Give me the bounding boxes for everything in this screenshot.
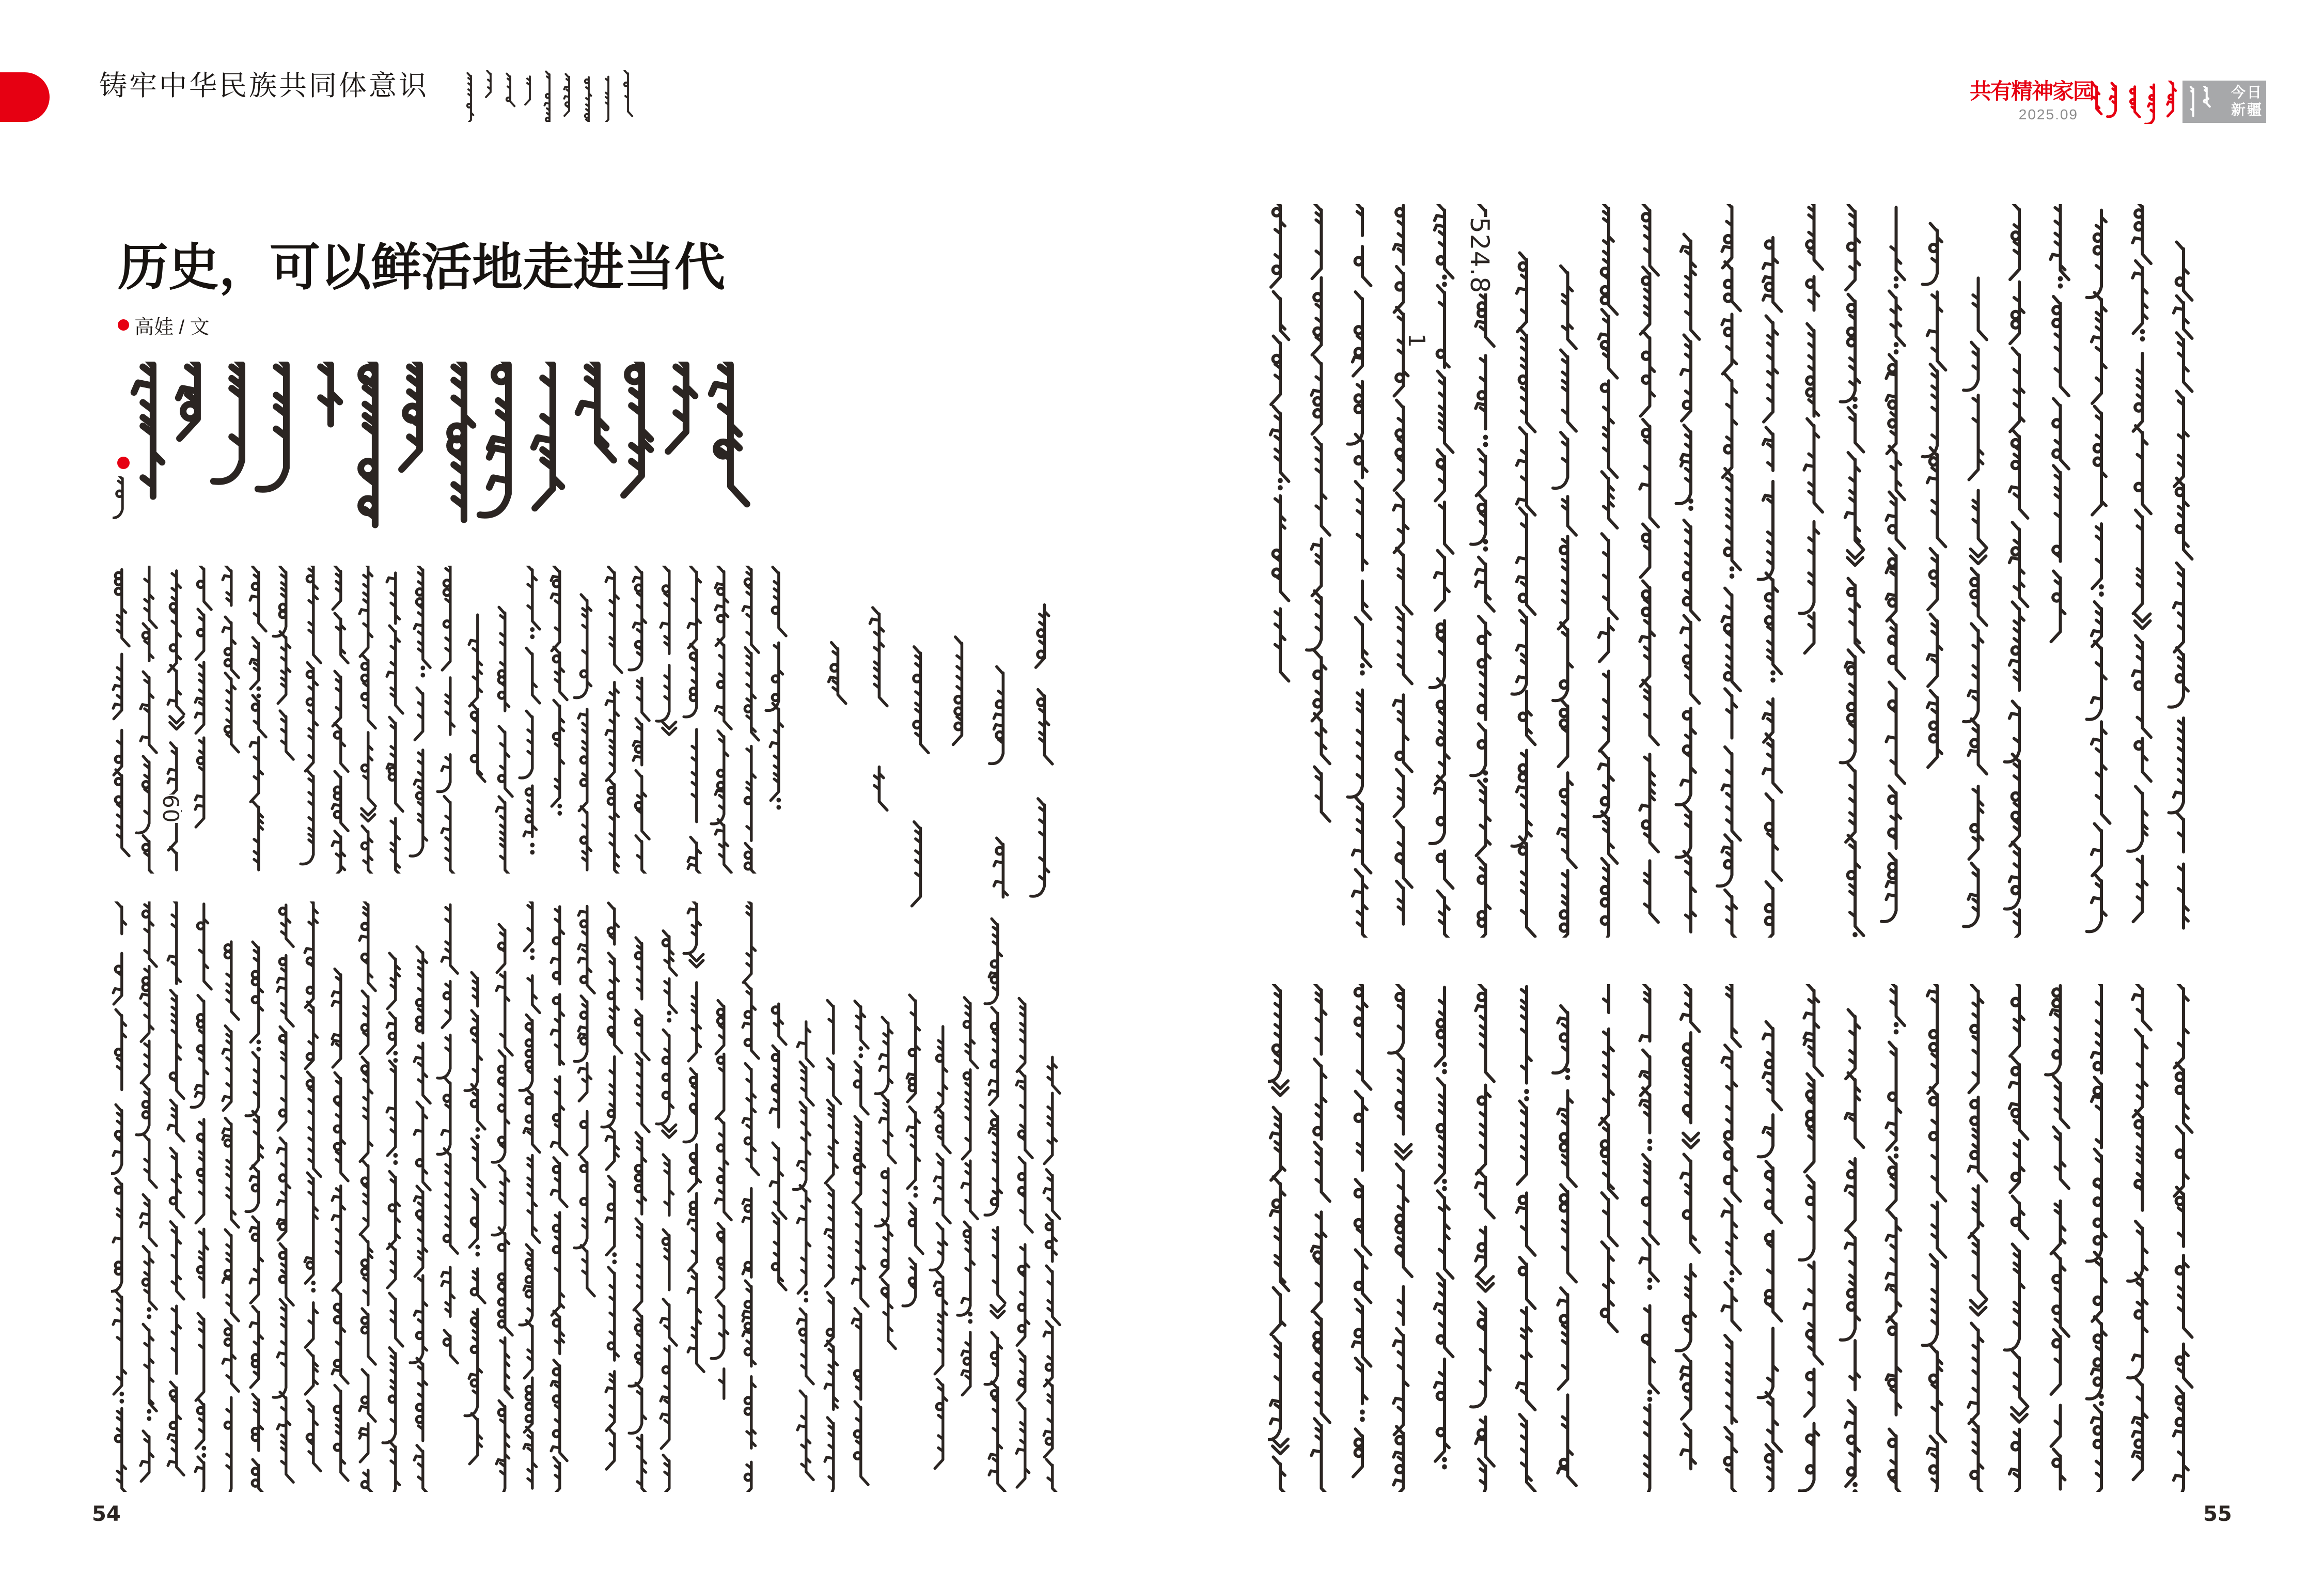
band-right-1-script	[1268, 204, 2218, 938]
magazine-name-chinese: 共有精神家园	[1970, 79, 2094, 103]
logo-mongolian-script	[2189, 86, 2228, 119]
band-header-left-script	[465, 70, 646, 122]
inline-number-60: 60	[158, 795, 183, 823]
band-left-1-script	[111, 566, 798, 874]
article-title-mongolian	[129, 362, 751, 532]
logo-line1: 今日	[2231, 84, 2263, 100]
header-red-block	[0, 72, 50, 122]
author-mongolian	[113, 476, 144, 526]
band-logo-mongol-script	[2189, 86, 2228, 119]
article-title-chinese: 历史，可以鲜活地走进当代	[118, 239, 726, 295]
body-text-band-left-top	[111, 566, 798, 874]
logo-line2: 新疆	[2231, 102, 2263, 118]
body-text-band-right-bottom	[1268, 984, 2218, 1492]
band-header-right-script	[2090, 81, 2186, 124]
band-author-mongol-script	[113, 476, 144, 526]
author-bullet-icon	[117, 457, 130, 469]
header-topic-mongolian	[465, 70, 646, 122]
magazine-name-mongolian	[2090, 81, 2186, 124]
issue-date: 2025.09	[2018, 106, 2078, 122]
byline-text: 高娃 / 文	[134, 316, 210, 338]
band-right-2-script	[1268, 984, 2218, 1492]
body-text-band-left-bottom	[111, 901, 1095, 1492]
inline-number-524-8: 524.8	[1465, 217, 1495, 294]
page-number-left: 54	[92, 1502, 121, 1526]
header-topic-chinese: 铸牢中华民族共同体意识	[99, 70, 429, 101]
inline-number-1: 1	[1403, 333, 1430, 348]
page-number-right: 55	[2203, 1502, 2232, 1526]
article-byline	[118, 313, 210, 337]
body-text-band-right-top	[1268, 204, 2218, 938]
byline-bullet-icon	[118, 319, 129, 331]
band-left-2-script	[111, 901, 1095, 1492]
band-title-mongol-script	[129, 362, 751, 532]
logo-chinese	[2229, 84, 2265, 119]
